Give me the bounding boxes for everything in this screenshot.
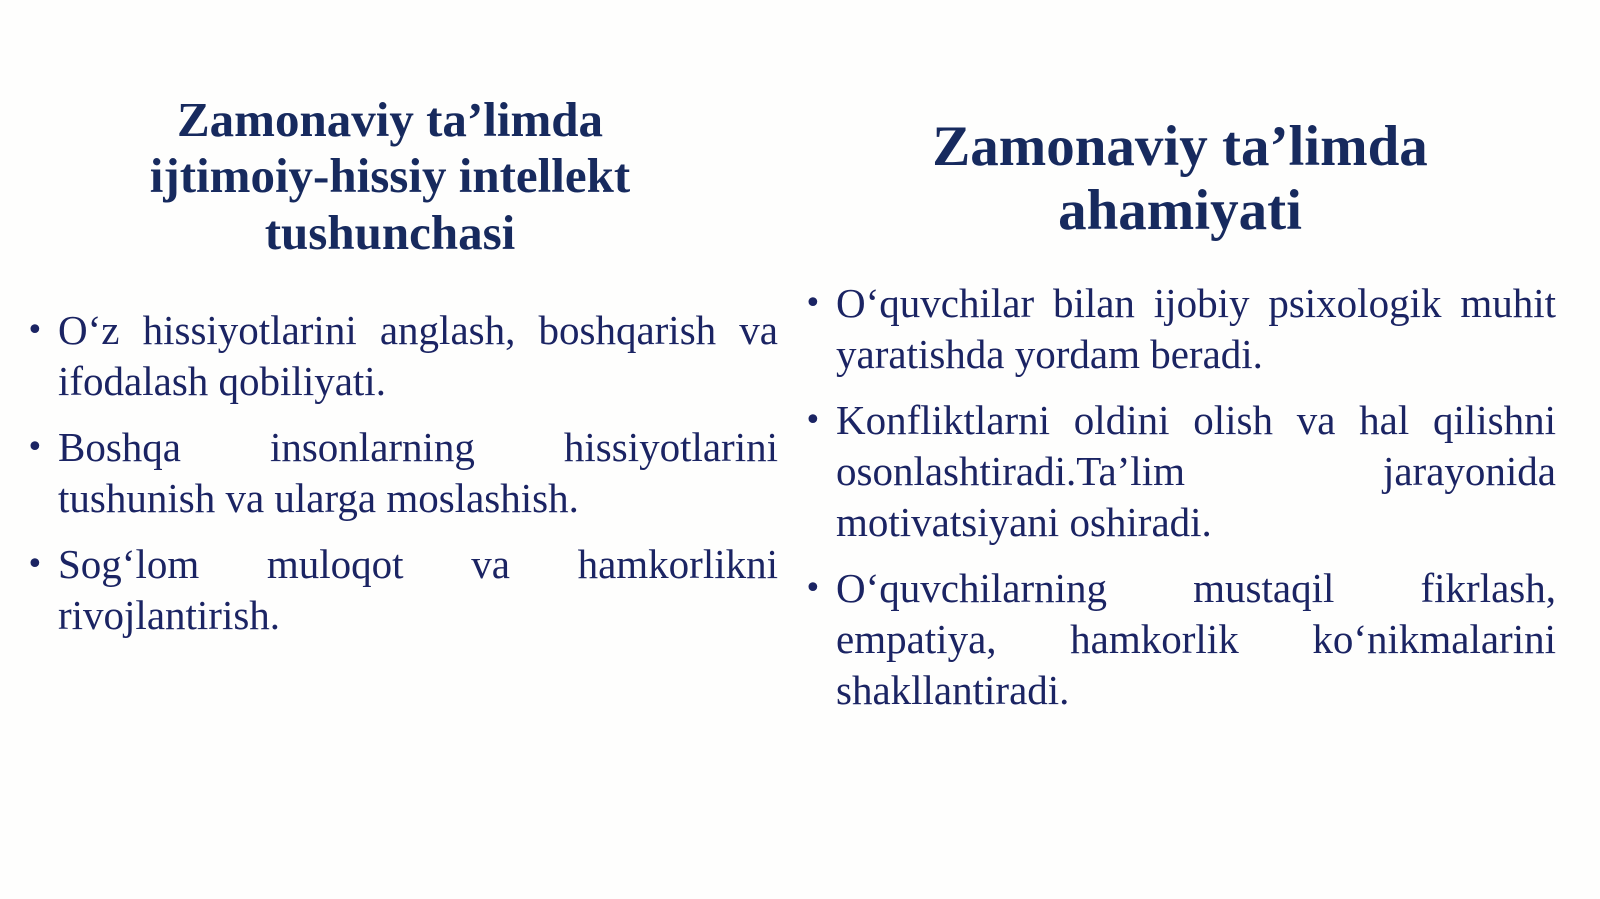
bullet-icon: • [26,430,44,465]
left-heading-line: ijtimoiy-hissiy intellekt [149,148,631,204]
right-heading-line: ahamiyati [1058,178,1302,242]
left-bullet-text: Boshqa insonlarning hissiyotlarini tushunish va ularga moslashish. [58,424,778,521]
right-heading-line: Zamonaviy ta’limda [932,115,1428,178]
right-bullet-text: O‘quvchilarning mustaqil fikrlash, empatiya, hamkorlik ko‘nikmalarini shakllantiradi. [836,565,1556,713]
bullet-icon: • [26,547,44,582]
bullet-icon: • [804,403,822,438]
left-bullet-list [26,305,778,656]
left-bullet-item [26,539,778,641]
left-heading-line: Zamonaviy ta’limda [176,92,604,147]
right-bullet-item [804,563,1556,716]
left-bullet-text: Sog‘lom muloqot va hamkorlikni rivojlantirish. [58,541,778,638]
bullet-icon: • [26,313,44,348]
left-bullet-text: O‘z hissiyotlarini anglash, boshqarish va ifodalash qobiliyati. [58,307,778,404]
bullet-icon: • [804,286,822,321]
right-bullet-item [804,395,1556,548]
left-heading [26,92,754,261]
right-bullet-list [804,278,1556,731]
left-bullet-item [26,305,778,407]
right-bullet-text: O‘quvchilar bilan ijobiy psixologik muhit yaratishda yordam beradi. [836,280,1556,377]
bullet-icon: • [804,571,822,606]
left-heading-line: tushunchasi [264,204,516,260]
left-bullet-item [26,422,778,524]
right-bullet-text: Konfliktlarni oldini olish va hal qilishni osonlashtiradi.Ta’lim jarayonida motivatsiyani oshiradi. [836,397,1556,545]
right-bullet-item [804,278,1556,380]
right-heading [804,115,1556,243]
